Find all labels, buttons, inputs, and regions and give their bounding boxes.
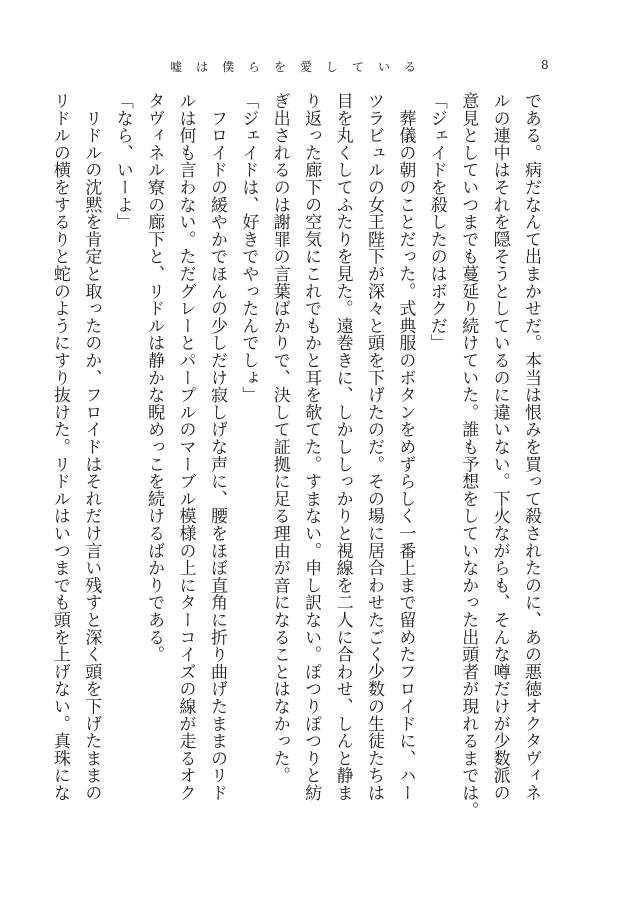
running-header: 嘘は僕らを愛している xyxy=(170,60,431,74)
vertical-body-text xyxy=(49,92,546,852)
text-line: 「ジェイドは、好きでやったんでしょ」 xyxy=(238,92,259,404)
text-line: ツラビュルの女王陛下が深々と頭を下げたのだ。その場に居合わせたごく少数の生徒たちは xyxy=(363,92,384,802)
text-line: 葬儀の朝のことだった。式典服のボタンをめずらしく一番上まで留めたフロイドに、ハー xyxy=(395,92,416,802)
text-line: ぎ出されるのは謝罪の言葉ばかりで、決して証拠に足る理由が音になることはなかった。 xyxy=(269,92,290,784)
text-line: ルの連中はそれを隠そうとしているのに違いない。下火ながらも、そんな噂だけが少数派の xyxy=(489,92,510,802)
text-line: フロイドの緩やかでほんの少しだけ寂しげな声に、腰をほぼ直角に折り曲げたままのリド xyxy=(206,92,227,802)
text-line: 「ジェイドを殺したのはボクだ」 xyxy=(426,92,447,352)
text-line: タヴィネル寮の廊下と、リドルは静かな睨めっこを続けるばかりである。 xyxy=(144,92,165,663)
text-line: リドルの沈黙を肯定と取ったのか、フロイドはそれだけ言い残すと深く頭を下げたままの xyxy=(81,92,102,802)
text-line: である。病だなんて出まかせだ。本当は恨みを買って殺されたのに、あの悪徳オクタヴィネ xyxy=(521,92,541,802)
text-line: 「なら、いーよ」 xyxy=(112,92,133,231)
text-line: り返った廊下の空気にこれでもかと耳を欹てた。すまない。申し訳ない。ぽつりぽつりと紡 xyxy=(301,92,322,802)
text-line: 目を丸くしてふたりを見た。遠巻きに、しかししっかりと視線を二人に合わせ、しんと静ま xyxy=(332,92,353,802)
text-line: 意見としていつまでも蔓延り続けていた。誰も予想をしていなかった出頭者が現れるまでは。 xyxy=(458,92,479,819)
text-line: ルは何も言わない。ただグレーとパープルのマーブル模様の上にターコイズの線が走るオク xyxy=(175,92,196,802)
text-line: リドルの横をするりと蛇のようにすり抜けた。リドルはいつまでも頭を上げない。真珠にな xyxy=(49,92,70,802)
page-number: 8 xyxy=(541,58,549,72)
